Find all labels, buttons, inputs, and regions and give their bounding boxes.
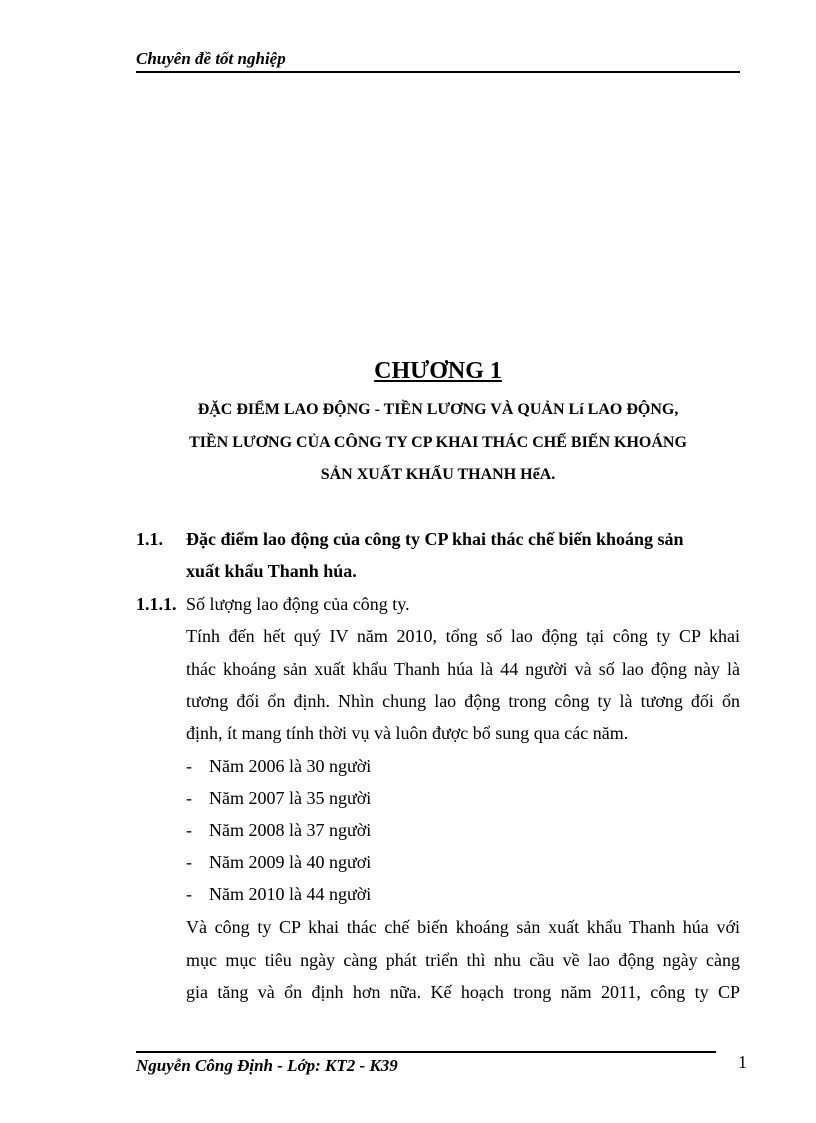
header-title: Chuyên đề tốt nghiệp: [136, 49, 286, 68]
paragraph2-line-3: gia tăng và ổn định hơn nữa. Kế hoạch trong năm 2011, công ty CP: [186, 982, 740, 1002]
paragraph1-line-1: Tính đến hết quý IV năm 2010, tổng số lao động tại công ty CP khai: [186, 626, 740, 646]
section-title-line-1: Đặc điểm lao động của công ty CP khai thác chế biến khoáng sản: [186, 529, 684, 549]
footer-author: Nguyễn Công Định - Lớp: KT2 - K39: [136, 1056, 398, 1075]
bullet-marker: -: [186, 884, 192, 904]
list-item: Năm 2006 là 30 người: [209, 756, 372, 776]
bullet-marker: -: [186, 756, 192, 776]
list-item: Năm 2010 là 44 người: [209, 884, 372, 904]
subsection-title: Số lượng lao động của công ty.: [186, 594, 410, 614]
chapter-subtitle-line-1: ĐẶC ĐIỂM LAO ĐỘNG - TIỀN LƯƠNG VÀ QUẢN Lí LAO ĐỘNG,: [197, 401, 679, 418]
list-item: Năm 2007 là 35 người: [209, 788, 372, 808]
subsection-number: 1.1.1.: [136, 594, 177, 614]
section-number: 1.1.: [136, 529, 163, 549]
chapter-subtitle-line-2: TIỀN LƯƠNG CỦA CÔNG TY CP KHAI THÁC CHẾ BIẾN KHOÁNG: [189, 434, 687, 451]
paragraph1-line-3: tương đối ổn định. Nhìn chung lao động trong công ty là tương đối ổn: [186, 691, 740, 711]
bullet-marker: -: [186, 820, 192, 840]
bullet-marker: -: [186, 788, 192, 808]
header-rule: [136, 71, 740, 73]
footer-rule: [136, 1051, 716, 1053]
paragraph2-line-2: mục mục tiêu ngày càng phát triển thì nhu cầu về lao động ngày càng: [186, 950, 740, 970]
section-title-line-2: xuất khẩu Thanh húa.: [186, 561, 357, 581]
list-item: Năm 2009 là 40 ngươi: [209, 852, 372, 872]
chapter-title: CHƯƠNG 1: [374, 358, 502, 384]
paragraph1-line-4: định, ít mang tính thời vụ và luôn được bổ sung qua các năm.: [186, 723, 629, 743]
chapter-subtitle-line-3: SẢN XUẤT KHẨU THANH HểA.: [320, 466, 556, 483]
bullet-marker: -: [186, 852, 192, 872]
paragraph1-line-2: thác khoáng sản xuất khẩu Thanh húa là 44 người và số lao động này là: [186, 659, 740, 679]
list-item: Năm 2008 là 37 người: [209, 820, 372, 840]
paragraph2-line-1: Và công ty CP khai thác chế biến khoáng sản xuất khẩu Thanh húa với: [186, 917, 740, 937]
page-number: 1: [738, 1052, 747, 1072]
